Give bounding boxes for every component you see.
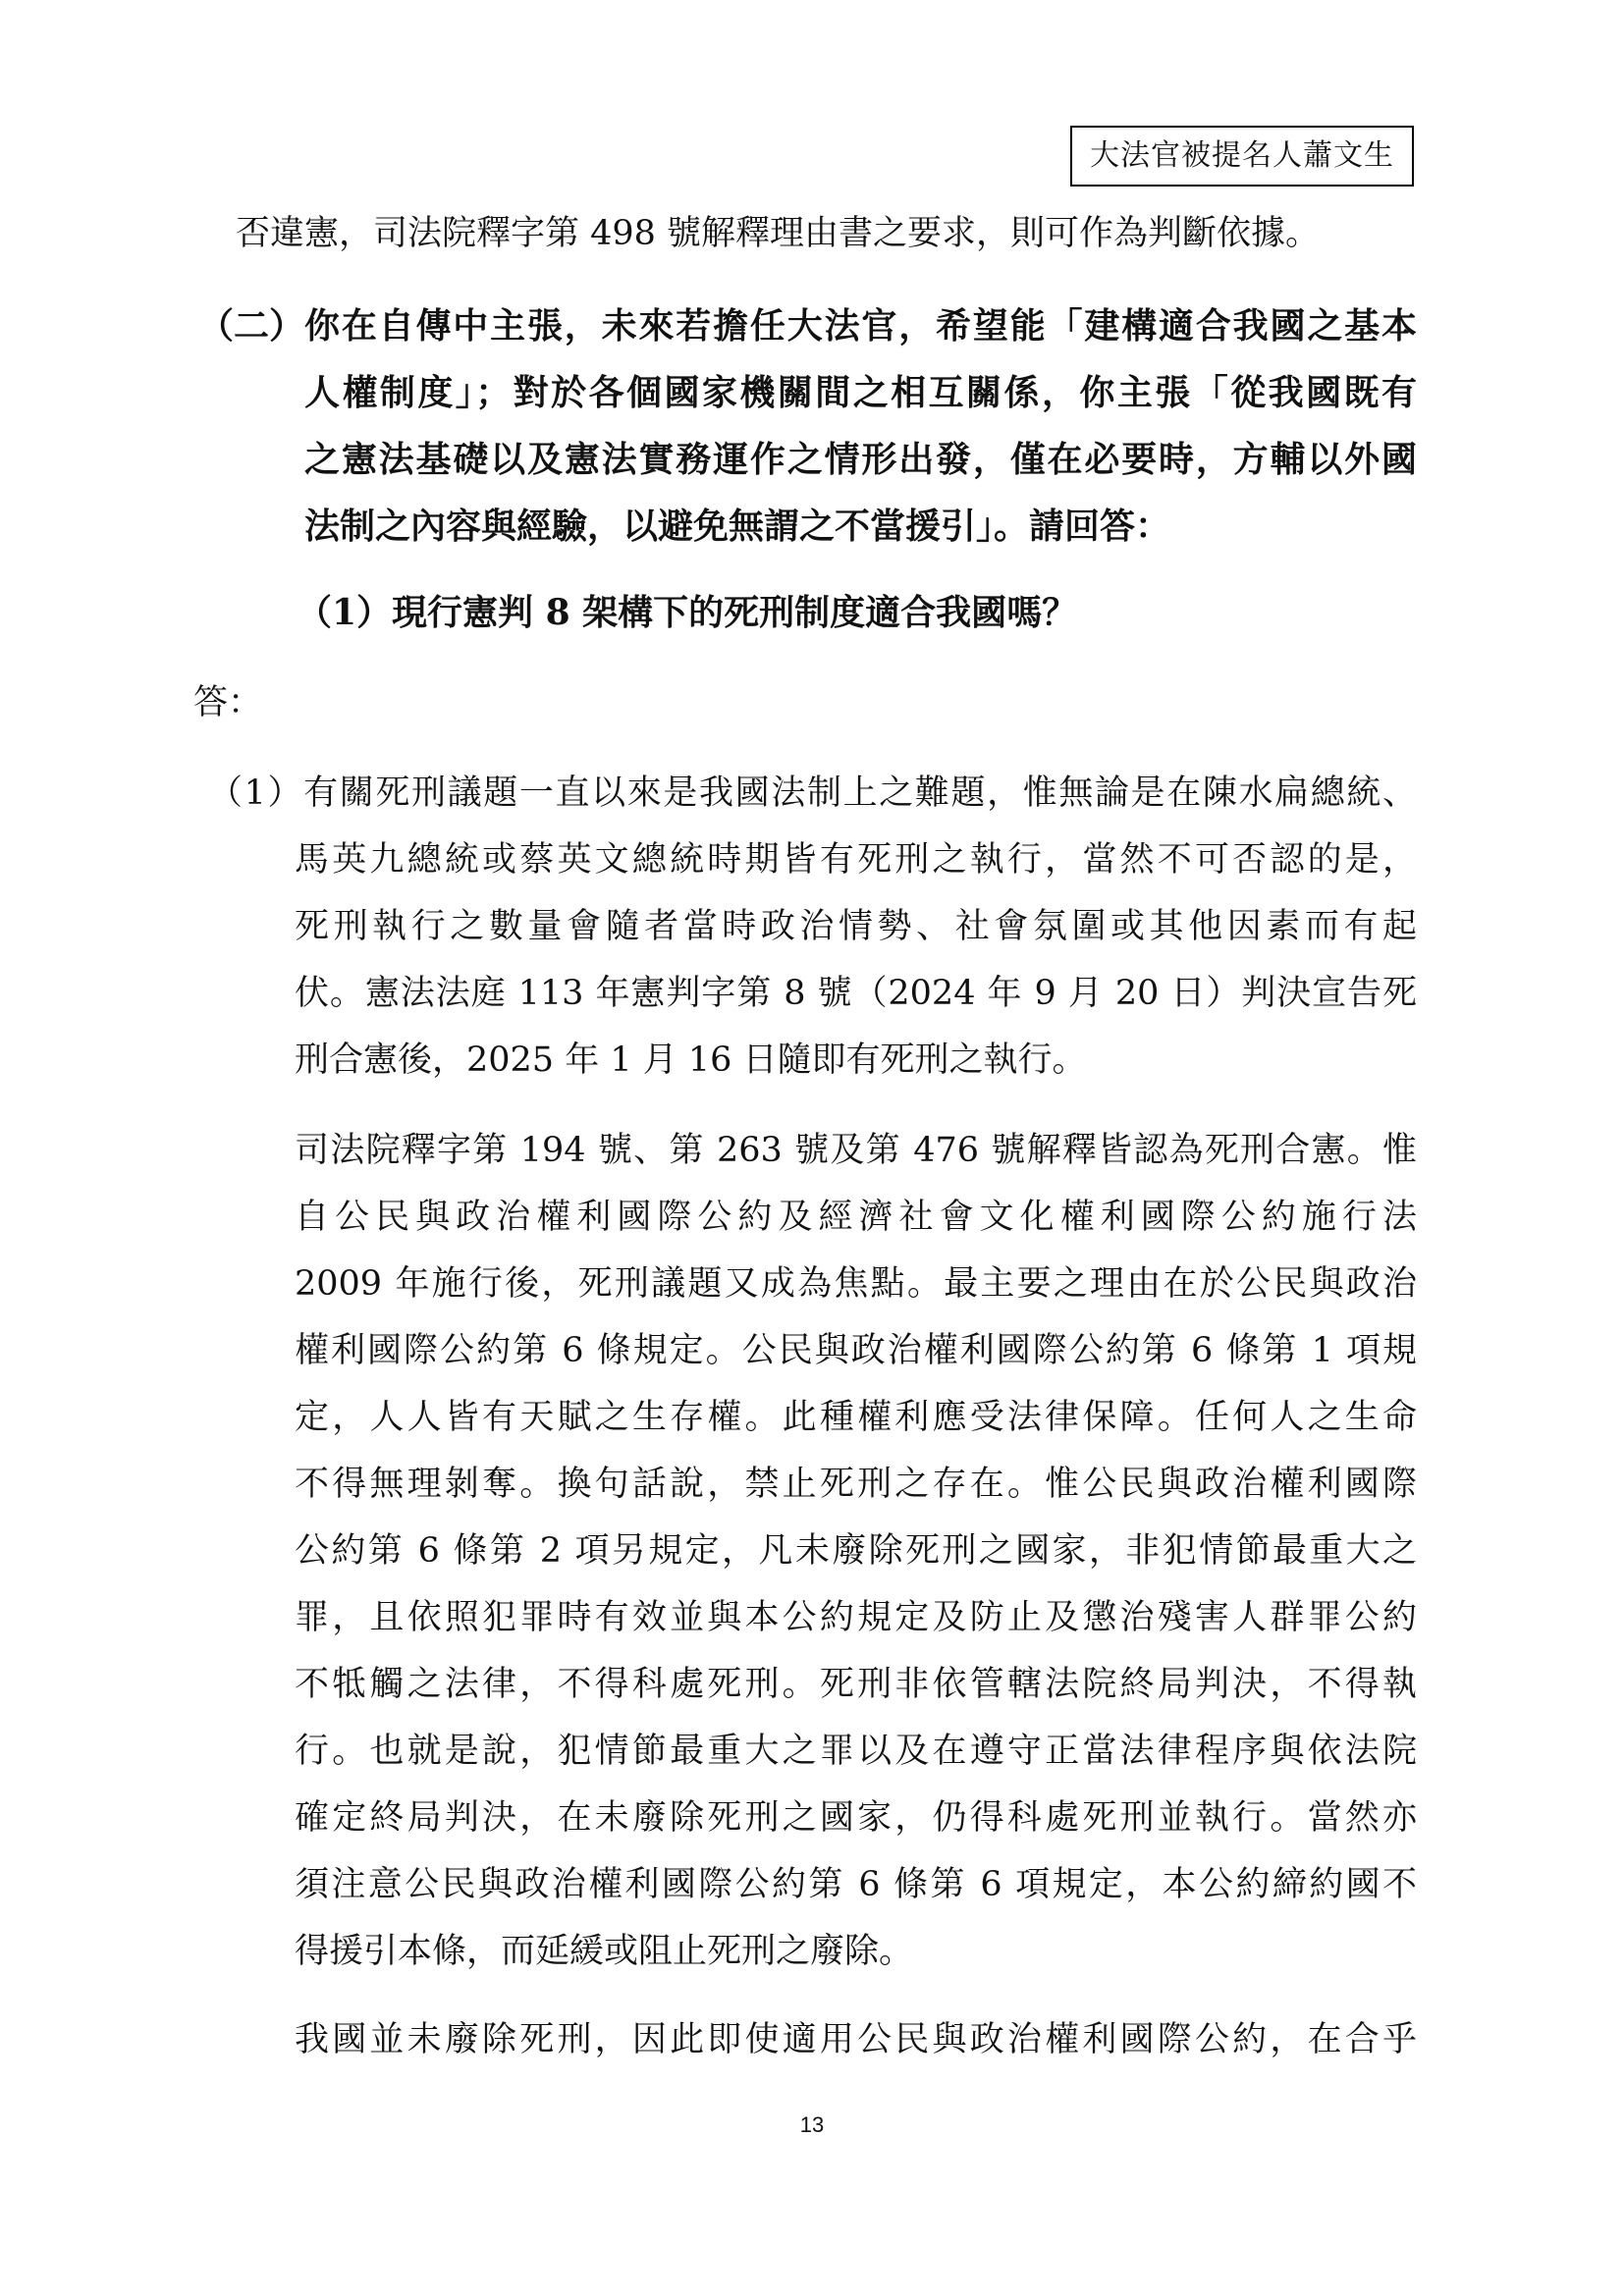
answer-p2-line-3: 2009 年施行後，死刑議題又成為焦點。最主要之理由在於公民與政治 — [295, 1264, 1417, 1304]
answer-p1-line-4: 伏。憲法法庭 113 年憲判字第 8 號（2024 年 9 月 20 日）判決宣告死 — [295, 974, 1417, 1013]
answer-p2-line-12: 須注意公民與政治權利國際公約第 6 條第 6 項規定，本公約締約國不 — [295, 1865, 1417, 1904]
answer-p2-line-8: 罪，且依照犯罪時有效並與本公約規定及防止及懲治殘害人群罪公約 — [295, 1598, 1417, 1637]
answer-p2-line-11: 確定終局判決，在未廢除死刑之國家，仍得科處死刑並執行。當然亦 — [295, 1798, 1417, 1838]
answer-p1-line-1: （1）有關死刑議題一直以來是我國法制上之難題，惟無論是在陳水扁總統、 — [208, 774, 1417, 813]
page-number: 13 — [799, 2112, 825, 2137]
question-line-2: 人權制度」；對於各個國家機關間之相互關係，你主張「從我國既有 — [304, 372, 1417, 413]
answer-p2-line-4: 權利國際公約第 6 條規定。公民與政治權利國際公約第 6 條第 1 項規 — [295, 1331, 1417, 1370]
continuation-line: 否違憲，司法院釋字第 498 號解釋理由書之要求，則可作為判斷依據。 — [236, 214, 1321, 253]
answer-p2-line-5: 定，人人皆有天賦之生存權。此種權利應受法律保障。任何人之生命 — [295, 1398, 1417, 1437]
answer-p1-line-3: 死刑執行之數量會隨者當時政治情勢、社會氛圍或其他因素而有起 — [295, 907, 1417, 946]
question-line-4: 法制之內容與經驗，以避免無謂之不當援引」。請回答： — [304, 506, 1171, 547]
question-line-1: 你在自傳中主張，未來若擔任大法官，希望能「建構適合我國之基本 — [304, 305, 1417, 347]
answer-label: 答： — [193, 683, 263, 722]
answer-p1-line-2: 馬英九總統或蔡英文總統時期皆有死刑之執行，當然不可否認的是， — [295, 840, 1417, 880]
answer-p2-line-9: 不牴觸之法律，不得科處死刑。死刑非依管轄法院終局判決，不得執 — [295, 1665, 1417, 1704]
answer-p1-line-5: 刑合憲後，2025 年 1 月 16 日隨即有死刑之執行。 — [295, 1041, 1087, 1080]
answer-p2-line-1: 司法院釋字第 194 號、第 263 號及第 476 號解釋皆認為死刑合憲。惟 — [295, 1131, 1417, 1170]
answer-p2-line-2: 自公民與政治權利國際公約及經濟社會文化權利國際公約施行法 — [295, 1198, 1417, 1237]
answer-p2-line-7: 公約第 6 條第 2 項另規定，凡未廢除死刑之國家，非犯情節最重大之 — [295, 1531, 1417, 1571]
sub-question-1: （1）現行憲判 8 架構下的死刑制度適合我國嗎？ — [297, 592, 1078, 633]
answer-p2-line-13: 得援引本條，而延緩或阻止死刑之廢除。 — [295, 1932, 914, 1971]
answer-p2-line-10: 行。也就是說，犯情節最重大之罪以及在遵守正當法律程序與依法院 — [295, 1732, 1417, 1771]
answer-p3-line-1: 我國並未廢除死刑，因此即使適用公民與政治權利國際公約，在合乎 — [295, 2020, 1417, 2059]
answer-p2-line-6: 不得無理剝奪。換句話說，禁止死刑之存在。惟公民與政治權利國際 — [295, 1465, 1417, 1504]
nominee-header-label: 大法官被提名人蕭文生 — [1070, 126, 1414, 187]
question-line-3: 之憲法基礎以及憲法實務運作之情形出發，僅在必要時，方輔以外國 — [304, 439, 1417, 480]
question-prefix: （二） — [198, 305, 305, 347]
